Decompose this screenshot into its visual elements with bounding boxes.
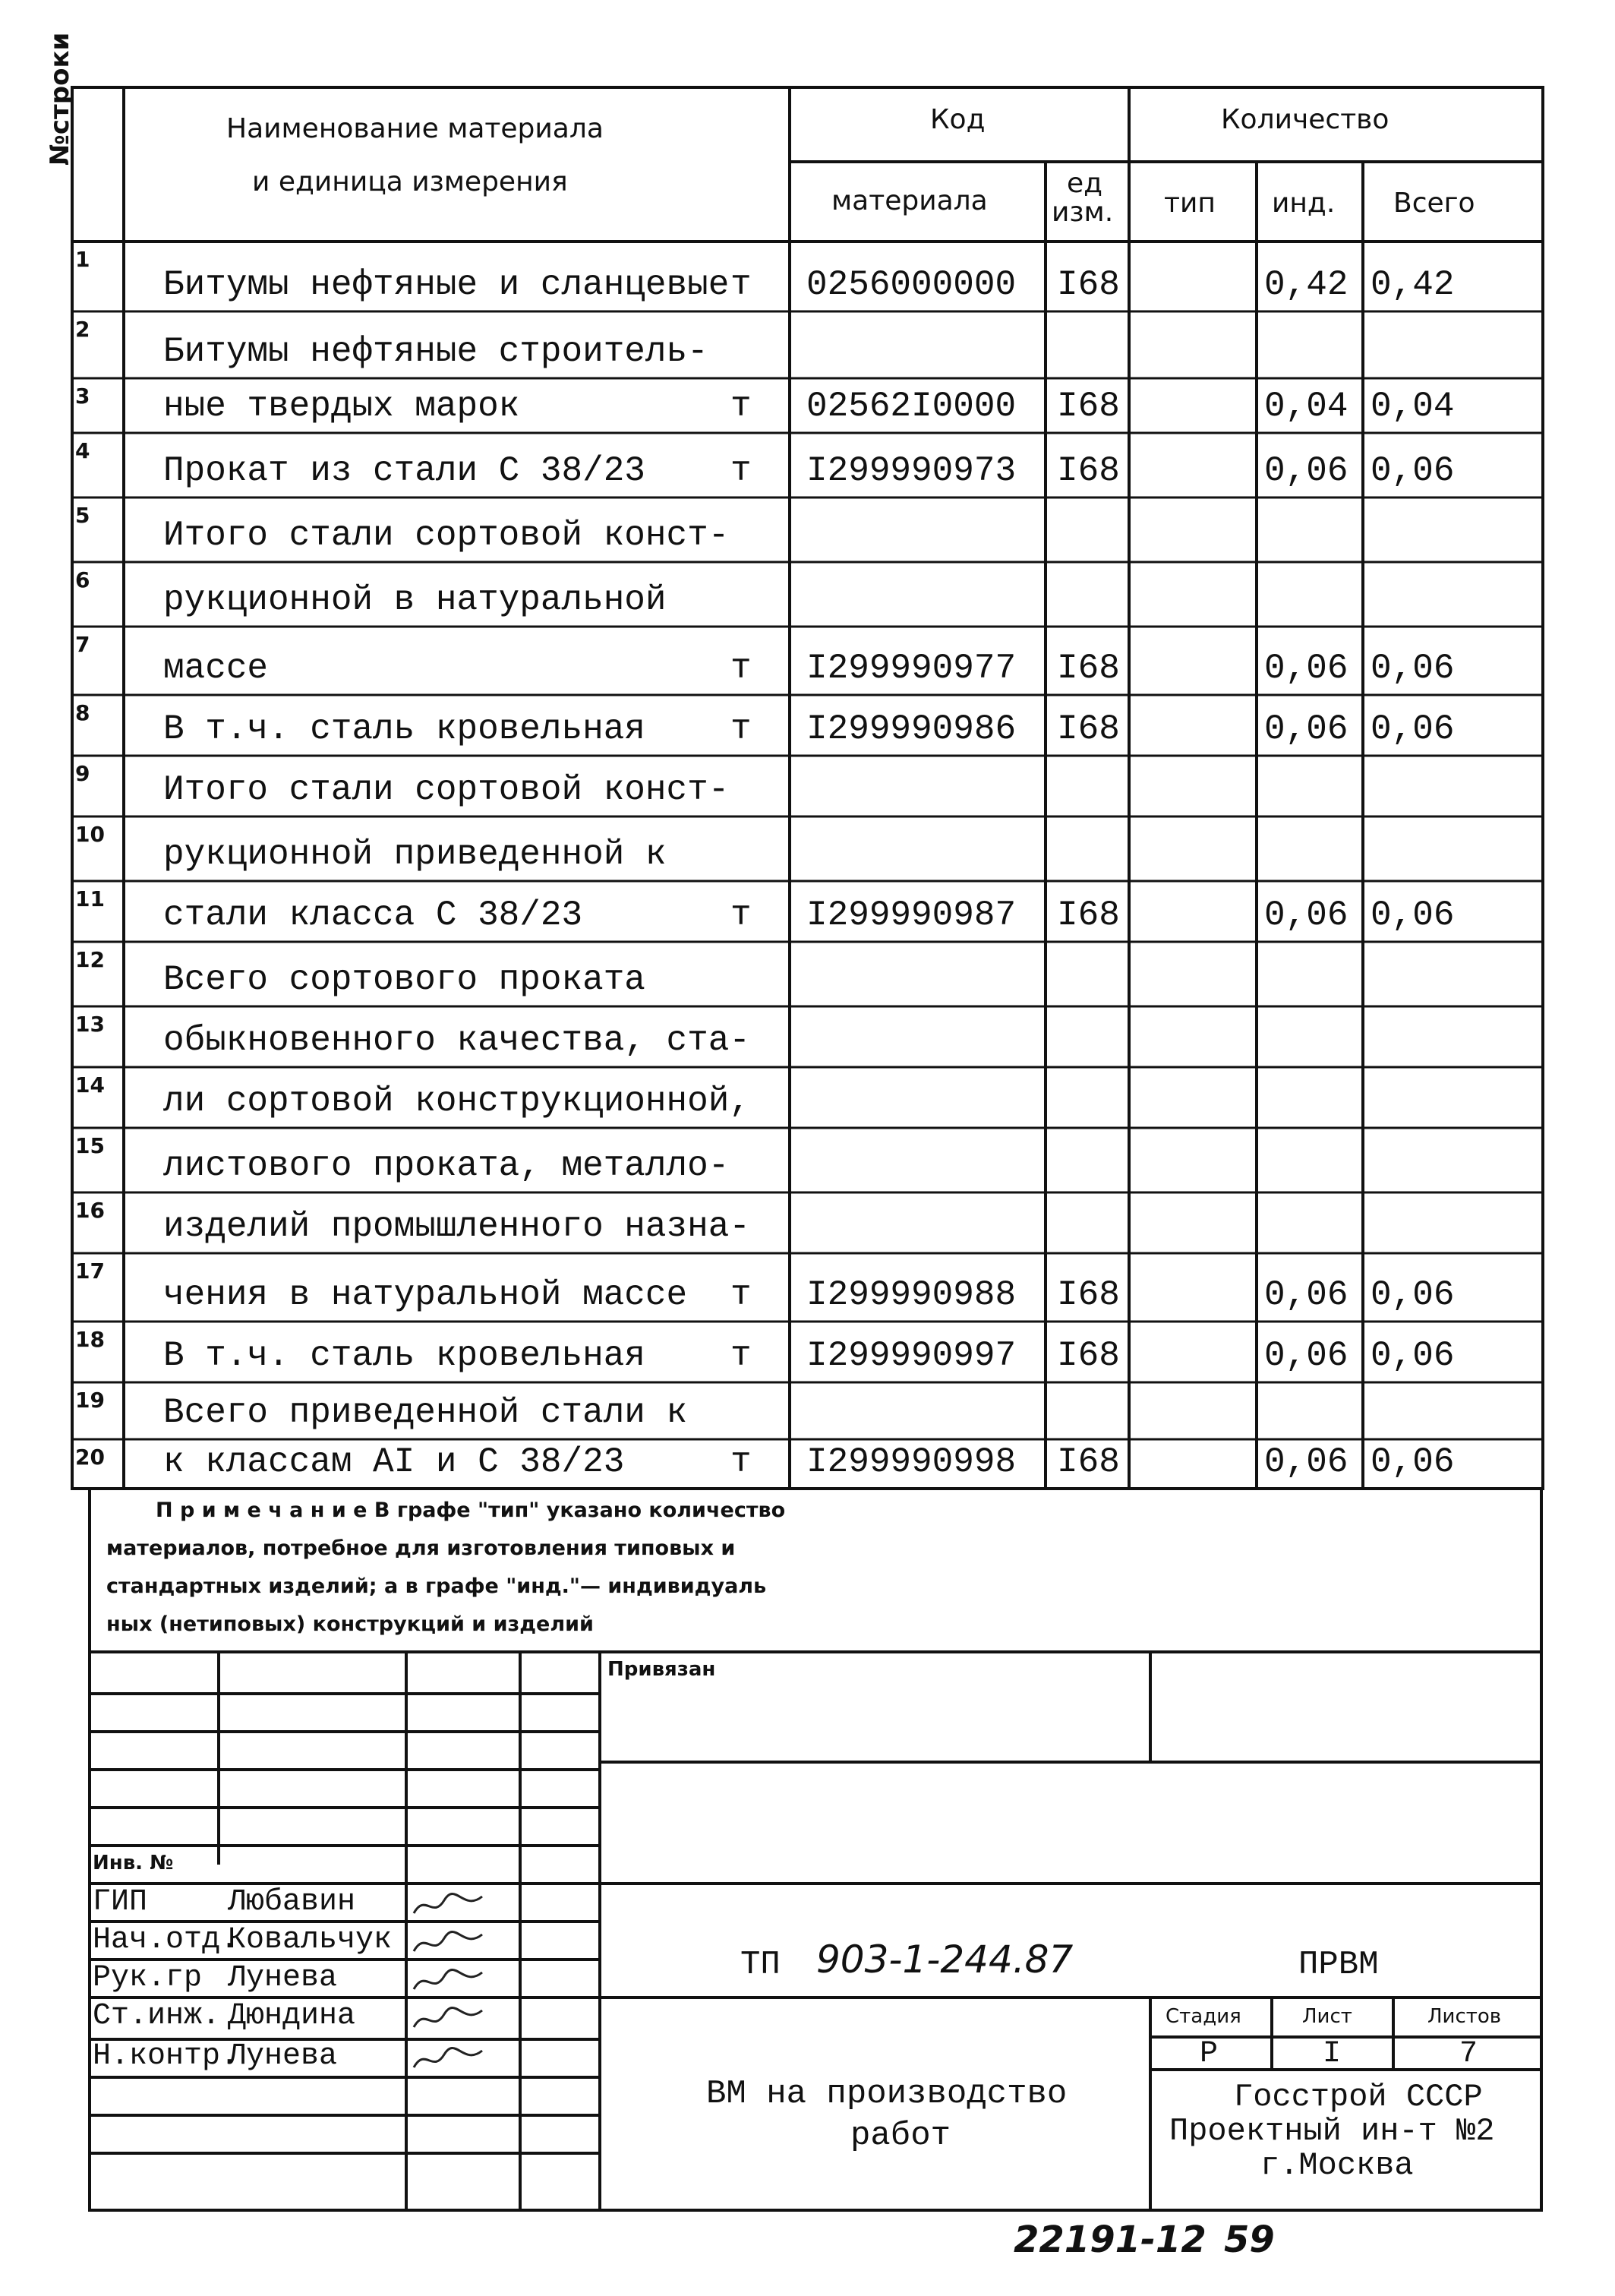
row-number: 10 xyxy=(75,822,105,847)
row-number-header: №строки xyxy=(45,32,75,166)
handwritten-signature-icon xyxy=(410,2003,486,2036)
signature-role: Нач.отд. xyxy=(93,1923,239,1957)
unit-code: I68 xyxy=(1057,265,1120,305)
organization-line1: Госстрой СССР xyxy=(1234,2079,1483,2115)
material-unit-letter: т xyxy=(730,895,752,935)
material-code: I299990977 xyxy=(806,649,1017,688)
row-number: 5 xyxy=(75,503,90,528)
signature-name: Лунева xyxy=(228,1961,338,1995)
material-unit-letter: т xyxy=(730,1336,752,1375)
unit-header-line1: ед xyxy=(1067,168,1103,199)
material-name: В т.ч. сталь кровельная xyxy=(163,709,645,749)
row-number: 8 xyxy=(75,700,90,725)
signature-name: Ковальчук xyxy=(228,1923,393,1957)
doc-title-line2: работ xyxy=(850,2117,951,2155)
material-name: рукционной в натуральной xyxy=(163,580,667,620)
material-name: Битумы нефтяные строитель- xyxy=(163,332,708,371)
material-name: чения в натуральной массе xyxy=(163,1275,688,1315)
doc-prefix: ТП xyxy=(740,1946,781,1984)
unit-code: I68 xyxy=(1057,895,1120,935)
quantity-ind: 0,06 xyxy=(1264,1336,1348,1375)
quantity-header: Количество xyxy=(1221,104,1389,135)
sheet-label: Лист xyxy=(1302,2005,1352,2028)
material-name: Итого стали сортовой конст- xyxy=(163,770,730,810)
sheets-label: Листов xyxy=(1427,2005,1502,2028)
name-header-line1: Наименование материала xyxy=(226,113,604,144)
quantity-total: 0,06 xyxy=(1371,649,1455,688)
unit-code: I68 xyxy=(1057,709,1120,749)
material-code: I299990973 xyxy=(806,451,1017,491)
handwritten-signature-icon xyxy=(410,1927,486,1960)
handwritten-signature-icon xyxy=(410,1889,486,1922)
quantity-ind: 0,06 xyxy=(1264,895,1348,935)
material-name: стали класса С 38/23 xyxy=(163,895,583,935)
material-unit-letter: т xyxy=(730,1275,752,1315)
material-name: Итого стали сортовой конст- xyxy=(163,516,730,555)
row-number: 16 xyxy=(75,1198,105,1223)
row-number: 18 xyxy=(75,1327,105,1352)
quantity-ind: 0,06 xyxy=(1264,709,1348,749)
row-number: 15 xyxy=(75,1133,105,1158)
total-header: Всего xyxy=(1393,188,1475,219)
note-line1: П р и м е ч а н и е В графе "тип" указано количество xyxy=(156,1499,786,1522)
note-line4: ных (нетиповых) конструкций и изделий xyxy=(106,1612,594,1636)
row-number: 6 xyxy=(75,567,90,592)
material-code: I299990997 xyxy=(806,1336,1017,1375)
material-code: I299990988 xyxy=(806,1275,1017,1315)
row-number: 4 xyxy=(75,438,90,463)
row-number: 1 xyxy=(75,247,90,272)
unit-header-line2: изм. xyxy=(1052,197,1114,228)
unit-code: I68 xyxy=(1057,649,1120,688)
quantity-total: 0,06 xyxy=(1371,451,1455,491)
material-code-header: материала xyxy=(831,185,988,216)
material-name: ли сортовой конструкционной, xyxy=(163,1082,750,1121)
signature-name: Любавин xyxy=(228,1885,356,1919)
unit-code: I68 xyxy=(1057,1336,1120,1375)
attached-label: Привязан xyxy=(607,1658,716,1681)
doc-title-line1: ВМ на производство xyxy=(706,2075,1068,2113)
material-code: I299990986 xyxy=(806,709,1017,749)
row-number: 7 xyxy=(75,632,90,657)
name-header-line2: и единица измерения xyxy=(252,166,568,197)
material-name: массе xyxy=(163,649,269,688)
sheet-value: I xyxy=(1323,2037,1342,2071)
inventory-number-label: Инв. № xyxy=(93,1852,174,1874)
material-code: I299990987 xyxy=(806,895,1017,935)
material-name: изделий промышленного назна- xyxy=(163,1207,750,1246)
material-name: листового проката, металло- xyxy=(163,1146,730,1186)
note-line2: материалов, потребное для изготовления типовых и xyxy=(106,1536,736,1560)
quantity-ind: 0,06 xyxy=(1264,649,1348,688)
row-number: 13 xyxy=(75,1012,105,1037)
material-name: Всего приведенной стали к xyxy=(163,1393,688,1432)
row-number: 2 xyxy=(75,317,90,342)
material-name: В т.ч. сталь кровельная xyxy=(163,1336,645,1375)
quantity-ind: 0,04 xyxy=(1264,387,1348,426)
material-name: Всего сортового проката xyxy=(163,960,645,1000)
material-unit-letter: т xyxy=(730,265,752,305)
quantity-ind: 0,06 xyxy=(1264,1442,1348,1482)
row-number: 11 xyxy=(75,886,105,911)
row-number: 9 xyxy=(75,761,90,786)
row-number: 20 xyxy=(75,1445,105,1470)
material-code: I299990998 xyxy=(806,1442,1017,1482)
quantity-total: 0,42 xyxy=(1371,265,1455,305)
signature-role: Н.контр. xyxy=(93,2039,239,2073)
type-header: тип xyxy=(1164,188,1216,219)
quantity-total: 0,06 xyxy=(1371,1336,1455,1375)
unit-code: I68 xyxy=(1057,451,1120,491)
code-header: Код xyxy=(930,104,986,135)
row-number: 12 xyxy=(75,947,105,972)
handwritten-signature-icon xyxy=(410,1965,486,1998)
organization-line3: г.Москва xyxy=(1260,2147,1414,2184)
quantity-total: 0,06 xyxy=(1371,1275,1455,1315)
page-number: 59 xyxy=(1224,2219,1275,2261)
material-name: к классам АI и С 38/23 xyxy=(163,1442,625,1482)
material-name: рукционной приведенной к xyxy=(163,835,667,874)
organization-line2: Проектный ин-т №2 xyxy=(1169,2113,1495,2149)
quantity-ind: 0,42 xyxy=(1264,265,1348,305)
row-number: 3 xyxy=(75,384,90,409)
material-unit-letter: т xyxy=(730,1442,752,1482)
material-unit-letter: т xyxy=(730,709,752,749)
row-number: 19 xyxy=(75,1388,105,1413)
material-name: обыкновенного качества, ста- xyxy=(163,1021,750,1060)
handwritten-signature-icon xyxy=(410,2043,486,2077)
material-unit-letter: т xyxy=(730,451,752,491)
quantity-total: 0,06 xyxy=(1371,895,1455,935)
signature-role: Ст.инж. xyxy=(93,1999,221,2033)
signature-role: Рук.гр xyxy=(93,1961,203,1995)
archive-number: 22191-12 xyxy=(1014,2219,1207,2261)
stage-value: Р xyxy=(1200,2037,1219,2071)
row-number: 17 xyxy=(75,1259,105,1284)
unit-code: I68 xyxy=(1057,1275,1120,1315)
note-line3: стандартных изделий; а в графе "инд."— индивидуаль xyxy=(106,1574,767,1598)
doc-number: 903-1-244.87 xyxy=(816,1938,1074,1982)
sheets-value: 7 xyxy=(1459,2037,1478,2071)
quantity-total: 0,06 xyxy=(1371,709,1455,749)
material-name: Прокат из стали С 38/23 xyxy=(163,451,645,491)
unit-code: I68 xyxy=(1057,1442,1120,1482)
material-name: Битумы нефтяные и сланцевые xyxy=(163,265,730,305)
row-number: 14 xyxy=(75,1072,105,1097)
material-unit-letter: т xyxy=(730,387,752,426)
material-code: 02562I0000 xyxy=(806,387,1017,426)
material-code: 0256000000 xyxy=(806,265,1017,305)
quantity-ind: 0,06 xyxy=(1264,451,1348,491)
doc-mark: ПРВМ xyxy=(1298,1946,1379,1984)
signature-role: ГИП xyxy=(93,1885,148,1919)
ind-header: инд. xyxy=(1272,188,1336,219)
quantity-ind: 0,06 xyxy=(1264,1275,1348,1315)
signature-name: Лунева xyxy=(228,2039,338,2073)
signature-name: Дюндина xyxy=(228,1999,356,2033)
quantity-total: 0,06 xyxy=(1371,1442,1455,1482)
unit-code: I68 xyxy=(1057,387,1120,426)
material-unit-letter: т xyxy=(730,649,752,688)
quantity-total: 0,04 xyxy=(1371,387,1455,426)
material-name: ные твердых марок xyxy=(163,387,520,426)
stage-label: Стадия xyxy=(1166,2005,1241,2028)
